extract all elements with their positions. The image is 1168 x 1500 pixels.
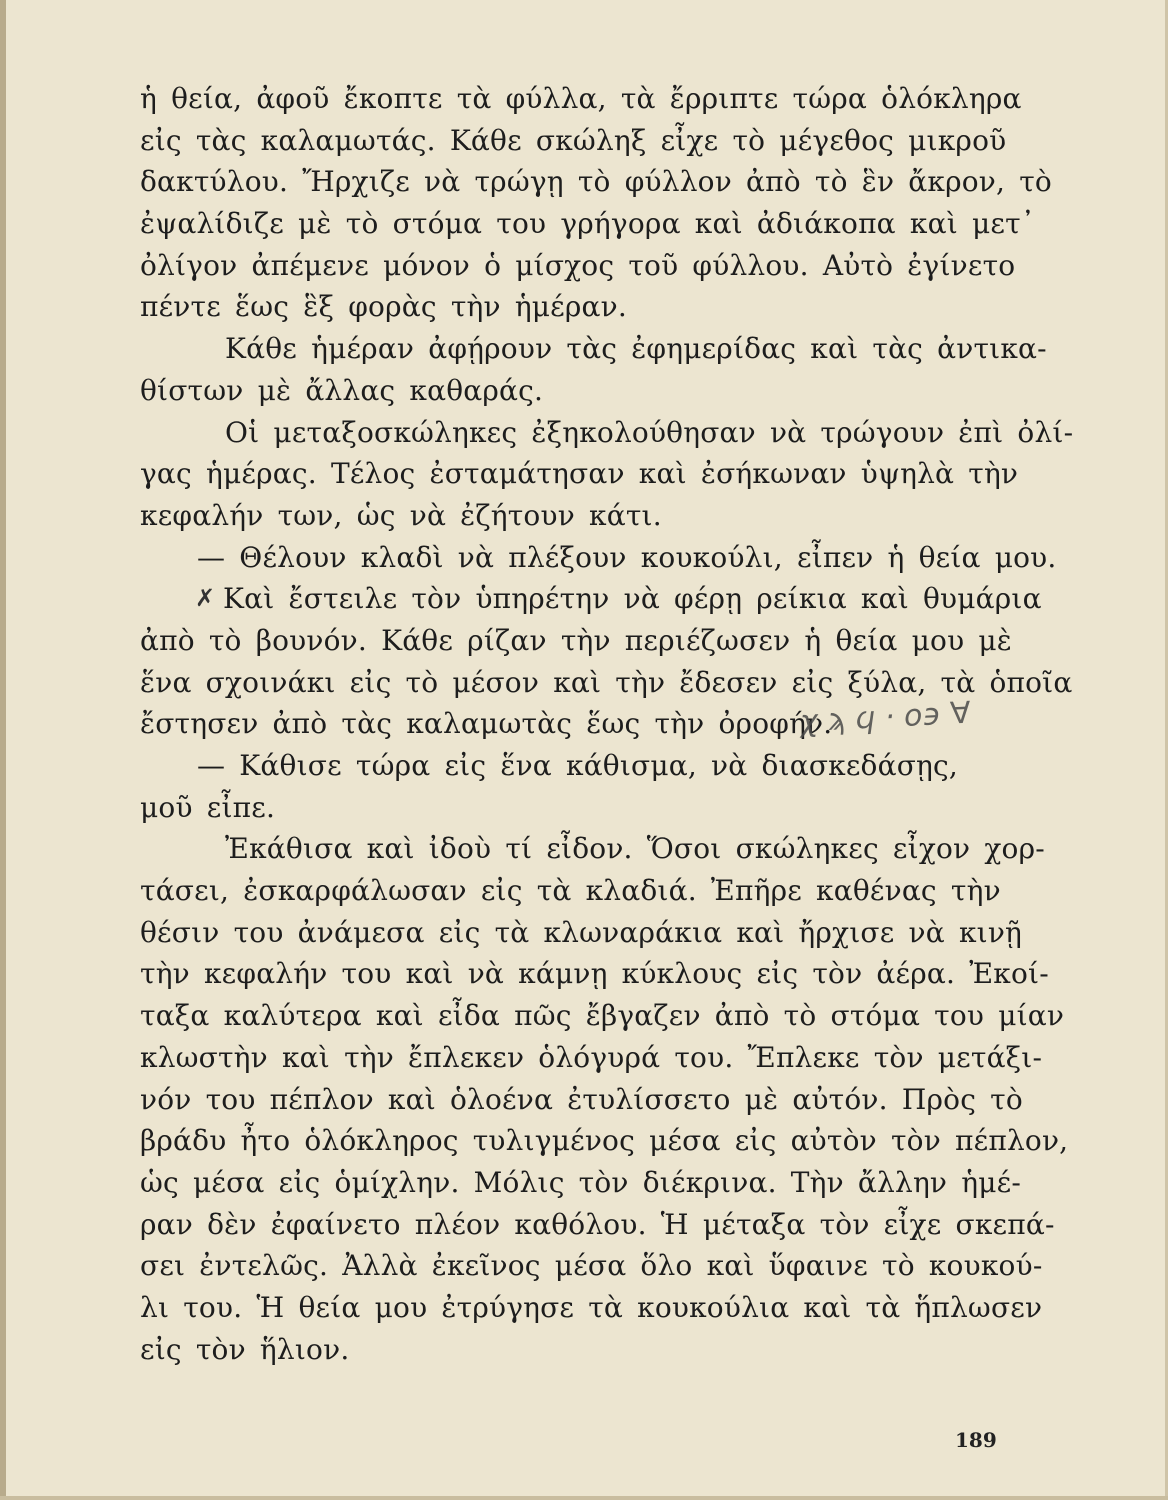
text-line: γας ἡμέρας. Τέλος ἐσταμάτησαν καὶ ἐσήκωναν ὑψηλὰ τὴν [140,457,1019,491]
text-line: ἕνα σχοινάκι εἰς τὸ μέσον καὶ τὴν ἔδεσεν εἰς ξύλα, τὰ ὁποῖα [140,665,1073,699]
text-line-content: Καὶ ἔστειλε τὸν ὑπηρέτην νὰ φέρῃ ρείκια καὶ θυμάρια [223,582,1042,616]
text-line: εἰς τὰς καλαμωτάς. Κάθε σκώληξ εἶχε τὸ μέγεθος μικροῦ [140,123,1007,157]
text-line: κεφαλήν των, ὡς νὰ ἐζήτουν κάτι. [140,498,662,532]
text-line: τὴν κεφαλήν του καὶ νὰ κάμνῃ κύκλους εἰς τὸν ἀέρα. Ἐκοί- [140,957,1049,991]
page-number: 189 [955,1428,997,1452]
text-line: ἡ θεία, ἀφοῦ ἔκοπτε τὰ φύλλα, τὰ ἔρριπτε τώρα ὁλόκληρα [140,82,1022,115]
text-line: σει ἐντελῶς. Ἀλλὰ ἐκεῖνος μέσα ὅλο καὶ ὕφαινε τὸ κουκού- [140,1249,1043,1283]
paragraph-start-line [140,578,1042,620]
text-line: δακτύλου. Ἤρχιζε νὰ τρώγῃ τὸ φύλλον ἀπὸ τὸ ἓν ἄκρον, τὸ [140,165,1052,199]
text-line: μοῦ εἶπε. [140,790,276,824]
text-line: νόν του πέπλον καὶ ὁλοένα ἐτυλίσσετο μὲ αὐτόν. Πρὸς τὸ [140,1082,1023,1116]
text-line: λι του. Ἡ θεία μου ἐτρύγησε τὰ κουκούλια καὶ τὰ ἥπλωσεν [140,1290,1043,1324]
text-line: ὀλίγον ἀπέμενε μόνον ὁ μίσχος τοῦ φύλλου. Αὐτὸ ἐγίνετο [140,248,1016,282]
text-line: εἰς τὸν ἥλιον. [140,1332,350,1366]
text-line: θέσιν του ἀνάμεσα εἰς τὰ κλωναράκια καὶ ἤρχισε νὰ κινῇ [140,915,1023,949]
text-line: ραν δὲν ἐφαίνετο πλέον καθόλου. Ἡ μέταξα τὸν εἶχε σκεπά- [140,1207,1055,1241]
text-line: ὡς μέσα εἰς ὁμίχλην. Μόλις τὸν διέκρινα. Τὴν ἄλλην ἡμέ- [140,1165,1021,1199]
text-line: βράδυ ἦτο ὁλόκληρος τυλιγμένος μέσα εἰς αὐτὸν τὸν πέπλον, [140,1124,1069,1158]
text-line: τάσει, ἐσκαρφάλωσαν εἰς τὰ κλαδιά. Ἐπῆρε καθένας τὴν [140,874,1001,908]
paragraph-start-line: Κάθε ἡμέραν ἀφῄρουν τὰς ἐφημερίδας καὶ τὰς ἀντικα- [225,332,1047,366]
text-line: ταξα καλύτερα καὶ εἶδα πῶς ἔβγαζεν ἀπὸ τὸ στόμα του μίαν [140,999,1065,1033]
page-bottom-edge [0,1496,1168,1500]
text-line: ἐψαλίδιζε μὲ τὸ στόμα του γρήγορα καὶ ἀδιάκοπα καὶ μετ᾽ [140,207,1035,241]
text-line: ἀπὸ τὸ βουνόν. Κάθε ρίζαν τὴν περιέζωσεν ἡ θεία μου μὲ [140,623,1013,657]
handwritten-annotation: χ ϡ ϥ · ο϶ ∀ [799,695,972,740]
dialogue-line: — Κάθισε τώρα εἰς ἕνα κάθισμα, νὰ διασκεδάσῃς, [197,749,958,782]
text-line: κλωστὴν καὶ τὴν ἔπλεκεν ὁλόγυρά του. Ἔπλεκε τὸν μετάξι- [140,1040,1043,1074]
text-line: θίστων μὲ ἄλλας καθαράς. [140,373,544,407]
page-binding-edge [0,0,6,1500]
dialogue-line: — Θέλουν κλαδὶ νὰ πλέξουν κουκούλι, εἶπεν ἡ θεία μου. [197,540,1057,574]
paragraph-start-line: Ἐκάθισα καὶ ἰδοὺ τί εἶδον. Ὅσοι σκώληκες εἶχον χορ- [225,832,1045,866]
text-line: ἔστησεν ἀπὸ τὰς καλαμωτὰς ἕως τὴν ὀροφήν. [140,707,833,741]
margin-mark: ✗ [195,584,216,613]
paragraph-start-line: Οἱ μεταξοσκώληκες ἐξηκολούθησαν νὰ τρώγουν ἐπὶ ὀλί- [225,415,1074,449]
text-line: πέντε ἕως ἓξ φορὰς τὴν ἡμέραν. [140,290,627,324]
